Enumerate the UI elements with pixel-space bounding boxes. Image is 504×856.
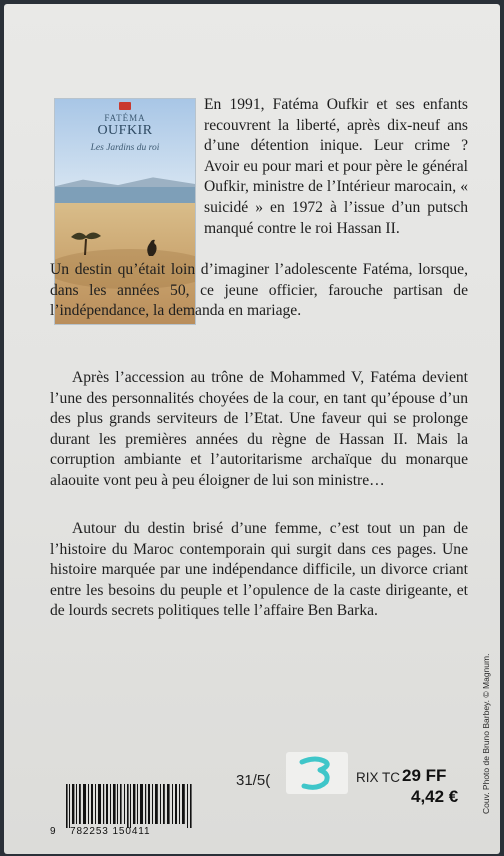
photo-credit: Couv. Photo de Bruno Barbey. © Magnum. [481,653,491,814]
barcode [66,784,194,828]
tree-icon [69,227,103,255]
price-euros: 4,42 € [411,787,459,806]
handwritten-mark-icon [296,756,336,790]
thumbnail-author-last-name: OUFKIR [97,123,153,138]
price-label: RIX TC [356,770,401,785]
thumbnail-book-title: Les Jardins du roi [90,143,160,153]
book-back-cover [4,4,500,854]
isbn-number: 782253 150411 [70,826,151,837]
blurb-paragraph-1: En 1991, Fatéma Oufkir et ses enfants recouvrent la liberté, après dix-neuf ans d’une détention inique. Leur crime ? Avoir eu pour mari et pour père le général Oufkir, ministre de l’Intérieur marocain, « suicidé » en 1972 à l’issue d’un putsch manqué contre le roi Hassan II. [204,96,468,237]
barcode-icon [66,784,194,828]
price-francs: 29 FF [402,766,447,785]
catalog-code: 31/5( [236,772,271,789]
bird-icon [143,237,159,257]
blurb-paragraph-4: Autour du destin brisé d’une femme, c’est tout un pan de l’histoire du Maroc contemporain qui surgit dans ces pages. Une histoire marquée par une indépendance difficile, un divorce criant entre les besoins du peuple et l’opulence de la caste dirigeante, et de lourds secrets politiques telle l’affaire Ben Barka. [50,520,468,620]
isbn-lead-digit: 9 [50,826,56,837]
blurb-paragraph-2: Un destin qu’était loin d’imaginer l’adolescente Fatéma, lorsque, dans les années 50, ce jeune officier, farouche partisan de l’indépendance, la demanda en mariage. [50,261,468,320]
blurb-paragraph-3: Après l’accession au trône de Mohammed V, Fatéma devient l’une des personnalités choyées de la cour, en tant qu’épouse d’un des plus grands serviteurs de l’Etat. Une faveur qui se prolonge durant les premières années du règne de Hassan II. Mais la corruption ambiante et l’autoritarisme archaïque du monarque alaouite vont peu à peu éloigner de lui son ministre… [50,369,468,489]
publisher-logo [119,102,131,110]
thumbnail-author-first-name: FATÉMA [104,113,146,123]
